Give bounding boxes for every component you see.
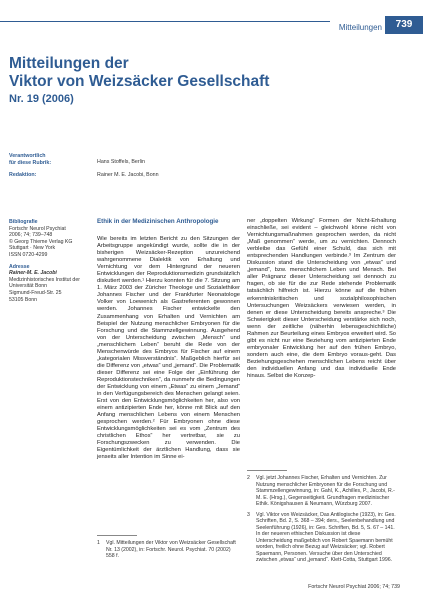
editorial-label: Redaktion: [9, 172, 37, 178]
footnote [247, 512, 396, 564]
footnote [97, 540, 240, 560]
responsible-value: Hans Stoffels, Berlin [97, 159, 145, 165]
biblio-line: ISSN 0720-4299 [9, 251, 48, 258]
footnote-rule [97, 535, 137, 536]
running-head-section: Mitteilungen [338, 23, 382, 32]
page-footer: Fortschr Neurol Psychiat 2006; 74; 739 [308, 584, 400, 590]
biblio-label: Bibliografie [9, 219, 38, 225]
footnote-text: Vgl. Viktor von Weizsäcker, Das Antilogische (1923), in: Ges. Schriften, Bd. 2, S. 368 – 394; ders., Seelenbehandlung und Seelenführung (1926), in: Ges. Schriften, Bd. 5, S. 67 – 141. In der neueren ethischen Diskussion ist diese Unterscheidung maßgeblich von Robert Spaemann bemüht worden, freilich ohne Bezug auf Weizsäcker; vgl. Robert Spaemann, Personen. Versuche über den Unterschied zwischen „etwas“ und „jemand“. Klett-Cotta, Stuttgart 1996. [256, 511, 396, 563]
responsible-label-line2: für diese Rubrik: [9, 159, 52, 166]
biblio-line: 2006; 74; 739–748 [9, 232, 53, 239]
footnote-number: 3 [247, 511, 250, 518]
article-title [9, 55, 399, 91]
footnote-text: Vgl. Mitteilungen der Viktor von Weizsäcker Gesellschaft Nr. 13 (2002), in: Fortschr. Neurol. Psychiat. 70 (2002) 558 f. [106, 540, 236, 559]
footnote-number: 1 [97, 540, 100, 546]
footnotes-right [247, 470, 396, 568]
responsible-label [9, 153, 51, 166]
title-line-2: Viktor von Weizsäcker Gesellschaft [9, 73, 270, 90]
address-line: Universität Bonn [9, 283, 48, 290]
page-number-badge: 739 [385, 16, 423, 34]
biblio-line: Fortschr Neurol Psychiat [9, 225, 66, 232]
footnote-rule [247, 470, 287, 471]
footnotes-left [97, 535, 240, 564]
sidebar-bibliography [9, 219, 89, 303]
address-line: 53105 Bonn [9, 296, 37, 303]
title-line-1: Mitteilungen der [9, 55, 129, 72]
section-title: Ethik in der Medizinischen Anthropologie [97, 218, 219, 225]
footnote-number: 2 [247, 475, 250, 481]
address-name: Rainer-M. E. Jacobi [9, 270, 57, 277]
responsible-label-line1: Verantwortlich [9, 153, 46, 159]
address-line: Sigmund-Freud-Str. 25 [9, 289, 62, 296]
issue-number: Nr. 19 (2006) [9, 93, 74, 105]
biblio-line: © Georg Thieme Verlag KG [9, 238, 73, 245]
footnote-text: Vgl. jetzt Johannes Fischer, Erhalten und Vernichten. Zur Nutzung menschlicher Embryonen für die Forschung und Stammzellengewinnung, in: Gahl, K., Achilles, P., Jacobi, R.-M. E. (Hrsg.), Gegenseitigkeit. Grundfragen medizinischer Ethik. Königshausen & Neumann, Würzburg 2007. [256, 475, 395, 507]
editorial-value: Rainer M. E. Jacobi, Bonn [97, 172, 159, 178]
footnote [247, 475, 396, 508]
header-rule [0, 21, 330, 22]
body-column-2: ner „doppelten Wirkung“ Formen der Nicht-Erhaltung einschließe, sei evident – gleichwohl könne nicht von Vernichtungsmaßnahmen gesprochen werden, da nicht „Maß genommen“ werde, um zu vernichten. Dennoch verbleibe das Gefühl einer Schuld, das sich mit entsprechenden Handlungen verbinde.³ Im Zentrum der Diskussion stand die Unterscheidung von „etwas“ und „jemand“, bzw. menschlichem Leben und Mensch. Bei aller Prägnanz dieser Unterscheidung sei dennoch zu fragen, ob sie für die zur Rede stehende Problematik tatsächlich hilfreich ist. Hierzu könne auf die frühen erkenntniskritischen und sozialphilosophischen Untersuchungen Weizsäckers verwiesen werden, in denen er diese Unterscheidung bereits anspreche.³ Die Schwierigkeit dieser Unterscheidung verstärke sich noch, wenn der zeitliche (näherhin lebensgeschichtliche) Rahmen zur Beurteilung eines Embryos erweitert wird. So gibt es nicht nur eine Beziehung vom antizipierten Ende embryonaler Entwicklung her auf den frühen Embryo, sondern auch eine, die dem Embryo voraus-geht. Das Beziehungsgeschehen menschlichen Lebens reicht über den individuellen Anfang und das individuelle Ende hinaus. Selbst die Konzep- [247, 218, 396, 380]
body-column-1: Wie bereits im letzten Bericht zu den Sitzungen der Arbeitsgruppe angekündigt wurde, sollte die in der bisherigen Weizsäcker-Rezeption unzureichend wahrgenommene Dialektik von Erhaltung und Vernichtung vor dem Hintergrund der neueren Entwicklungen der Reproduktionsmedizin grundsätzlich diskutiert werden.¹ Hierzu konnten für die 7. Sitzung am 1. März 2003 der Züricher Theologe und Sozialethiker Johannes Fischer und der Frankfurter Neonatologe Volker von Loewenich als Gastreferenten gewonnen werden. Johannes Fischer entwickelte den Zusammenhang von Erhalten und Vernichten am Beispiel der Nutzung menschlicher Embryonen für die Forschung und die Stammzellgewinnung. Ausgehend von der Unterscheidung zwischen „Mensch“ und „menschlichem Leben“ beruht die Rede von der Menschenwürde des Embryos für Fischer auf einem „kategorialen Missverständnis“. Maßgeblich hierfür sei die Differenz von „etwas“ und „jemand“. Die Problematik dieser Differenz sei eine Folge der „Einführung der Reproduktionstechniken“, da nunmehr die Bedingungen der Entwicklung von einem „Etwas“ zu einem „Jemand“ in den Verfügungsbereich des Menschen gelangt seien. Erst von den Entwicklungsmöglichkeiten her, also von einem antizipierten Ende her, könne mit Blick auf den Anfang menschlichen Lebens von einem Menschen gesprochen werden.² Für Embryonen ohne diese Entwicklungsmöglichkeiten sei es vom „Zentrum des christlichen Ethos“ her vertretbar, sie zu Forschungszwecken zu verwenden. Die Eigentümlichkeit der ärztlichen Handlung, dass sie jenseits aller Intention im Sinne ei- [97, 236, 240, 461]
address-line: Medizinhistorisches Institut der [9, 276, 80, 283]
biblio-line: Stuttgart · New York [9, 245, 56, 252]
address-label: Adresse [9, 263, 30, 270]
